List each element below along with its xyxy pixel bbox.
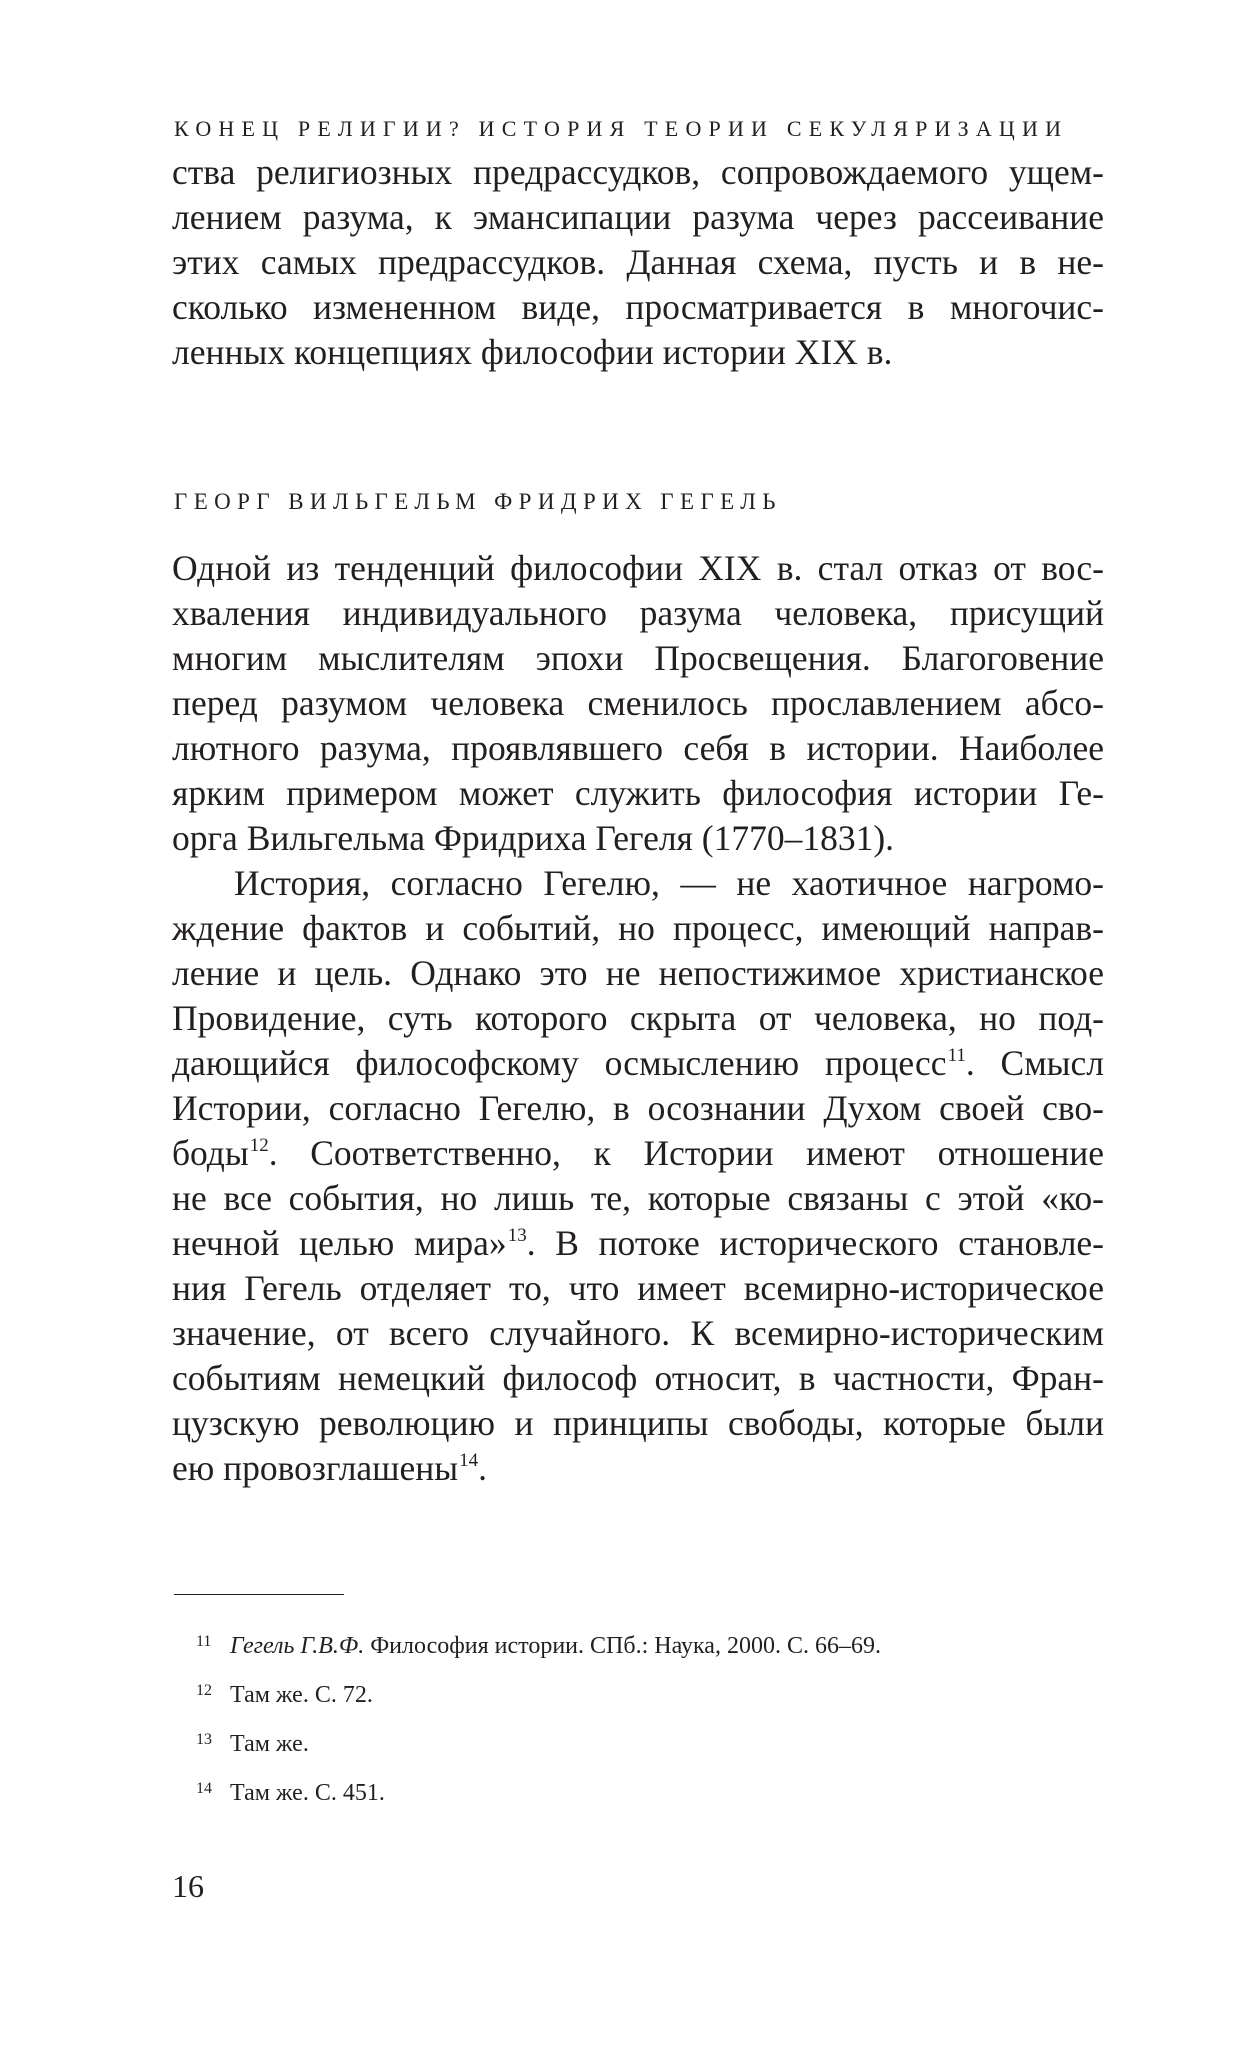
text-line: этих самых предрассудков. Данная схема, пусть и в не- [172,242,1104,282]
text-fragment: . Соответственно, к Истории имеют отношение [268,1133,1104,1173]
footnote: 12 Там же. С. 72. [196,1682,373,1708]
text-fragment: дающийся философскому осмыслению процесс [172,1043,947,1083]
text-line: ния Гегель отделяет то, что имеет всемирно-историческое [172,1268,1104,1308]
footnote-ref-14[interactable]: 14 [459,1450,479,1471]
footnote-text: Философия истории. СПб.: Наука, 2000. С. 66–69. [364,1633,881,1659]
footnote: 11 Гегель Г.В.Ф. Философия истории. СПб.: Наука, 2000. С. 66–69. [196,1633,881,1659]
text-line: орга Вильгельма Фридриха Гегеля (1770–1831). [172,818,895,858]
text-line [172,1041,1104,1086]
text-line: лением разума, к эмансипации разума через рассеивание [172,197,1104,237]
text-line: значение, от всего случайного. К всемирно-историческим [172,1313,1104,1353]
text-line: сколько измененном виде, просматривается в многочис- [172,287,1104,327]
section-heading: ГЕОРГ ВИЛЬГЕЛЬМ ФРИДРИХ ГЕГЕЛЬ [174,489,782,514]
text-line: перед разумом человека сменилось прославлением абсо- [172,683,1104,723]
text-line: не все события, но лишь те, которые связаны с этой «ко- [172,1178,1104,1218]
text-fragment: . В потоке исторического становле- [526,1223,1105,1263]
footnote-ref-13[interactable]: 13 [507,1225,527,1246]
paragraph-2 [172,861,1104,1491]
footnote: 14 Там же. С. 451. [196,1780,385,1806]
footnote-ref-11[interactable]: 11 [947,1045,966,1066]
text-line: ление и цель. Однако это не непостижимое христианское [172,953,1104,993]
text-line: Истории, согласно Гегелю, в осознании Духом своей сво- [172,1088,1104,1128]
text-line: Провидение, суть которого скрыта от человека, но под- [172,998,1104,1038]
text-fragment: . Смысл [965,1043,1105,1083]
text-line: событиям немецкий философ относит, в частности, Фран- [172,1358,1104,1398]
footnote-ref-12[interactable]: 12 [249,1135,269,1156]
footnote-text: Там же. С. 451. [230,1780,385,1806]
text-line: лютного разума, проявлявшего себя в истории. Наиболее [172,728,1104,768]
footnote-author: Гегель Г.В.Ф. [230,1633,365,1659]
text-line: ства религиозных предрассудков, сопровождаемого ущем- [172,152,1104,192]
text-line: цузскую революцию и принципы свободы, которые были [172,1403,1104,1443]
paragraph-1 [172,546,1104,861]
page-number: 16 [172,1868,204,1904]
footnote-text: Там же. [230,1731,309,1757]
footnote: 13 Там же. [196,1731,309,1757]
text-line: Одной из тенденций философии XIX в. стал отказ от вос- [172,548,1104,588]
running-head: КОНЕЦ РЕЛИГИИ? ИСТОРИЯ ТЕОРИИ СЕКУЛЯРИЗАЦИИ [174,116,1069,141]
footnote-divider [174,1594,344,1595]
text-fragment: ею провозглашены [172,1448,459,1488]
text-line: История, согласно Гегелю, — не хаотичное нагромо- [234,863,1104,903]
text-line: ленных концепциях философии истории XIX в. [172,332,893,372]
text-line [172,1131,1104,1176]
footnote-text: Там же. С. 72. [230,1682,373,1708]
text-fragment: нечной целью мира» [172,1223,507,1263]
footnotes [196,1622,1096,1818]
intro-paragraph [172,150,1104,375]
text-line: ждение фактов и событий, но процесс, имеющий направ- [172,908,1104,948]
text-fragment: . [478,1448,487,1488]
text-line [172,1221,1104,1266]
text-line: многим мыслителям эпохи Просвещения. Благоговение [172,638,1104,678]
text-fragment: боды [172,1133,249,1173]
text-line [172,1446,1104,1491]
text-line: хваления индивидуального разума человека, присущий [172,593,1104,633]
text-line: ярким примером может служить философия истории Ге- [172,773,1104,813]
